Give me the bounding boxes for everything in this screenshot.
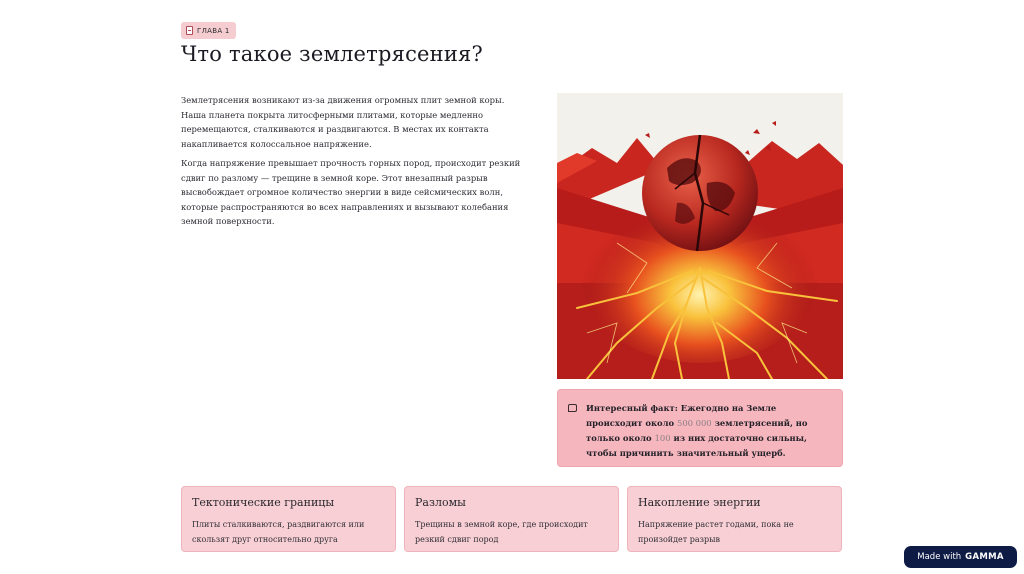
fact-callout	[557, 389, 843, 467]
fact-text-before: Ежегодно на Земле происходит около	[586, 403, 777, 428]
chapter-label: ГЛАВА 1	[197, 26, 230, 35]
chapter-badge	[181, 22, 236, 39]
fact-number-earthquakes: 500 000	[677, 418, 712, 428]
card-text: Плиты сталкиваются, раздвигаются или скользят друг относительно друга	[192, 520, 365, 544]
made-with-prefix: Made with	[917, 552, 962, 562]
intro-paragraph: Землетрясения возникают из-за движения огромных плит земной коры. Наша планета покрыта литосферными плитами, которые медленно перемещаются, сталкиваются и раздвигаются. В местах их контакта накапливается колоссальное напряжение.	[181, 95, 505, 149]
card-title: Тектонические границы	[192, 496, 335, 509]
page-title: Что такое землетрясения?	[181, 42, 483, 66]
card-text: Напряжение растет годами, пока не произойдет разрыв	[638, 520, 794, 544]
fault-paragraph: Когда напряжение превышает прочность горных пород, происходит резкий сдвиг по разлому — трещине в земной коре. Этот внезапный разрыв высвобождает огромное количество энергии в виде сейсмических волн, которые распространяются во всех направлениях и вызывают колебания земной поверхности.	[181, 158, 521, 226]
fact-text-middle: землетрясений, но только около	[586, 418, 808, 443]
fact-text	[586, 401, 831, 461]
document-icon	[186, 26, 193, 35]
made-with-gamma-button[interactable]	[904, 546, 1017, 568]
card-tectonic-boundaries	[181, 486, 396, 552]
card-text: Трещины в земной коре, где происходит резкий сдвиг пород	[415, 520, 588, 544]
fact-text-after: из них достаточно сильны, чтобы причинить значительный ущерб.	[586, 433, 807, 458]
gamma-logo: GAMMA	[965, 552, 1004, 562]
card-title: Накопление энергии	[638, 496, 761, 509]
card-title: Разломы	[415, 496, 466, 509]
bookmark-icon	[568, 404, 577, 412]
fact-label: Интересный факт:	[586, 403, 678, 413]
card-faults	[404, 486, 619, 552]
cracked-earth-illustration	[557, 93, 843, 379]
card-energy-accumulation	[627, 486, 842, 552]
fact-number-strong: 100	[654, 433, 671, 443]
